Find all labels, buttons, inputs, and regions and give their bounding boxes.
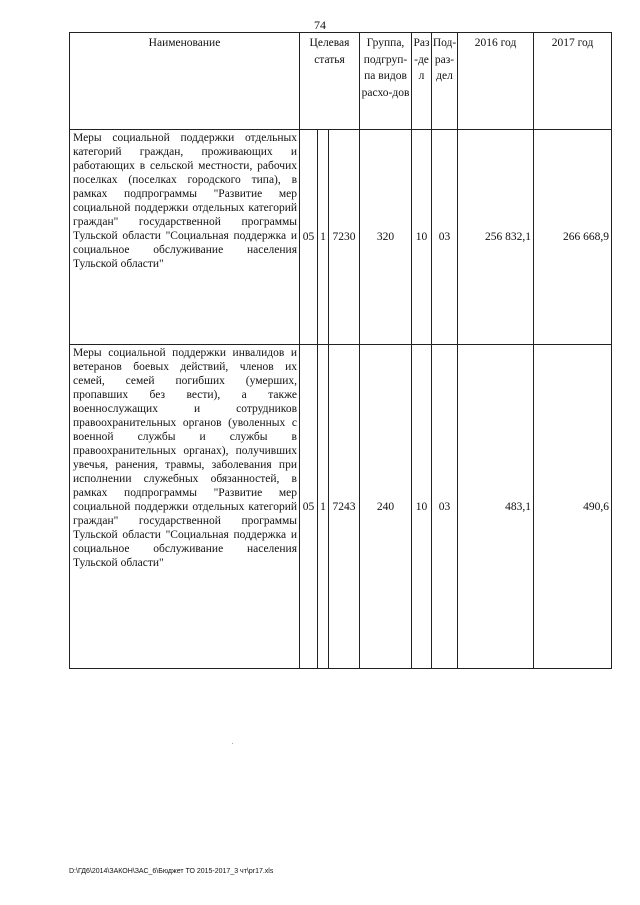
row-article-program: 05 [300, 130, 318, 345]
row-amount-2017: 490,6 [534, 345, 612, 669]
header-section: Раз-дел [412, 33, 432, 130]
row-article-code: 7230 [329, 130, 360, 345]
row-section: 10 [412, 130, 432, 345]
footer-file-path: D:\ГД6\2014\ЗАКОН\ЗАС_6\Бюджет ТО 2015-2017_3 чт\pr17.xls [69, 868, 274, 875]
header-year-2016: 2016 год [458, 33, 534, 130]
header-year-2017: 2017 год [534, 33, 612, 130]
row-article-code: 7243 [329, 345, 360, 669]
row-name: Меры социальной поддержки инвалидов и ветеранов боевых действий, членов их семей, семей погибших (умерших, пропавших без вести), а также военнослужащих и сотрудников правоохранительных органов (уволенных с военной службы и службы в правоохранительных органах), получивших увечья, ранения, травмы, заболевания при исполнении служебных обязанностей, в рамках подпрограммы "Развитие мер социальной поддержки отдельных категорий граждан" государственной программы Тульской области "Социальная поддержка и социальное обслуживание населения Тульской области" [70, 345, 300, 669]
header-target-article: Целевая статья [300, 33, 360, 130]
table-row [70, 345, 612, 669]
row-article-program: 05 [300, 345, 318, 669]
scan-speck [232, 743, 233, 744]
header-expense-group: Группа, подгруп-па видов расхо-дов [360, 33, 412, 130]
row-expense-group: 320 [360, 130, 412, 345]
row-name: Меры социальной поддержки отдельных категорий граждан, проживающих и работающих в сельской местности, рабочих поселках (поселках городского типа), в рамках подпрограммы "Развитие мер социальной поддержки отдельных категорий граждан" государственной программы Тульской области "Социальная поддержка и социальное обслуживание населения Тульской области" [70, 130, 300, 345]
row-article-subprogram: 1 [318, 345, 329, 669]
header-name: Наименование [70, 33, 300, 130]
row-section: 10 [412, 345, 432, 669]
header-subsection: Под-раз-дел [432, 33, 458, 130]
row-amount-2016: 483,1 [458, 345, 534, 669]
page-number: 74 [314, 18, 326, 32]
table-row [70, 130, 612, 345]
row-expense-group: 240 [360, 345, 412, 669]
row-subsection: 03 [432, 345, 458, 669]
row-article-subprogram: 1 [318, 130, 329, 345]
row-amount-2017: 266 668,9 [534, 130, 612, 345]
table-header-row [70, 33, 612, 130]
budget-table [69, 32, 612, 669]
row-subsection: 03 [432, 130, 458, 345]
row-amount-2016: 256 832,1 [458, 130, 534, 345]
